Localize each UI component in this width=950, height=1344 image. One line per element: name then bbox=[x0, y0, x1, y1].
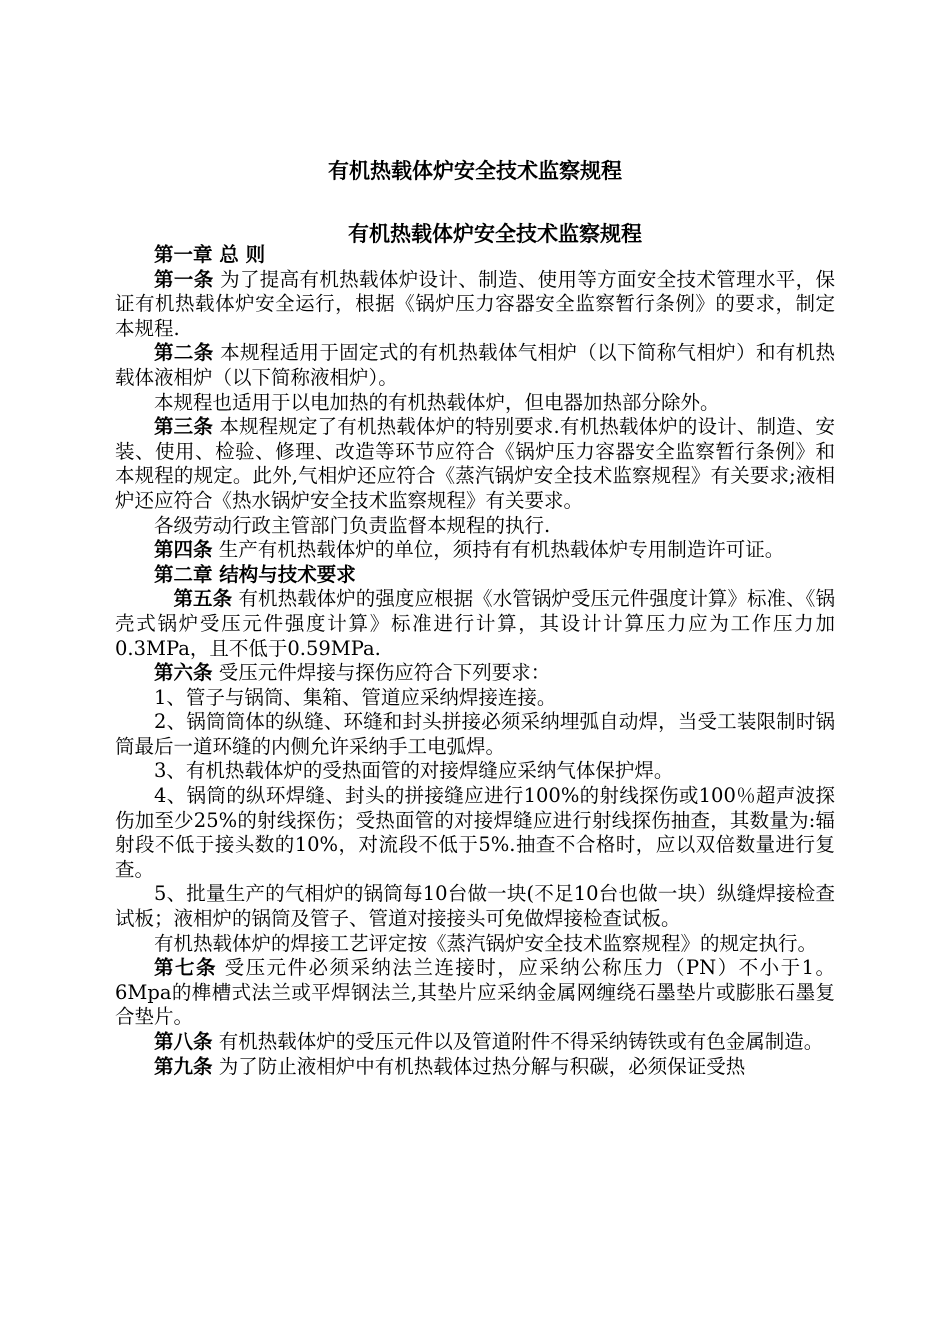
body-paragraph: 有机热载体炉的焊接工艺评定按《蒸汽锅炉安全技术监察规程》的规定执行。 bbox=[154, 931, 818, 955]
chapter-heading: 第二章 结构与技术要求 bbox=[154, 562, 356, 586]
article-paragraph bbox=[115, 1030, 835, 1055]
article-text: 为了防止液相炉中有机热载体过热分解与积碳，必须保证受热 bbox=[212, 1054, 746, 1078]
body-paragraph: 5、批量生产的气相炉的锅筒每10台做一块(不足10台也做一块）纵缝焊接检查试板；液相炉的锅筒及管子、管道对接接头可免做焊接检查试板。 bbox=[115, 882, 835, 931]
article-paragraph bbox=[115, 268, 835, 342]
article-paragraph bbox=[115, 661, 835, 686]
article-paragraph bbox=[115, 1055, 835, 1080]
body-paragraph: 3、有机热载体炉的受热面管的对接焊缝应采纳气体保护焊。 bbox=[154, 759, 674, 783]
document-body bbox=[115, 243, 835, 1079]
body-paragraph: 4、锅筒的纵环焊缝、封头的拼接缝应进行100%的射线探伤或100％超声波探伤加至少25%的射线探伤；受热面管的对接焊缝应进行射线探伤抽查，其数量为:辐射段不低于接头数的10%，对流段不低于5%.抽查不合格时，应以双倍数量进行复查。 bbox=[115, 784, 835, 881]
article-paragraph bbox=[115, 956, 835, 1030]
article-number: 第九条 bbox=[154, 1054, 213, 1078]
article-text: 受压元件必须采纳法兰连接时，应采纳公称压力（PN）不小于1。6Mpa的榫槽式法兰或平焊钢法兰,其垫片应采纳金属网缠绕石墨垫片或膨胀石墨复合垫片。 bbox=[115, 956, 835, 1029]
article-text: 生产有机热载体炉的单位，须持有有机热载体炉专用制造许可证。 bbox=[212, 538, 785, 562]
article-paragraph bbox=[115, 587, 835, 661]
article-number: 第二条 bbox=[154, 341, 214, 365]
article-text: 受压元件焊接与探伤应符合下列要求： bbox=[212, 661, 551, 685]
article-number: 第五条 bbox=[173, 587, 233, 611]
chapter-heading: 第一章 总 则 bbox=[154, 243, 266, 266]
article-number: 第八条 bbox=[154, 1030, 213, 1053]
article-paragraph bbox=[115, 415, 835, 513]
article-number: 第一条 bbox=[154, 267, 214, 291]
article-text: 有机热载体炉的强度应根据《水管锅炉受压元件强度计算》标准、《锅壳式锅炉受压元件强度计算》标准进行计算，其设计计算压力应为工作压力加0.3MPa，且不低于0.59MPa. bbox=[115, 587, 835, 660]
article-paragraph bbox=[115, 538, 835, 563]
body-paragraph: 2、锅筒筒体的纵缝、环缝和封头拼接必须采纳埋弧自动焊，当受工装限制时锅筒最后一道环缝的内侧允许采纳手工电弧焊。 bbox=[115, 710, 835, 758]
article-number: 第四条 bbox=[154, 538, 213, 562]
document-title: 有机热载体炉安全技术监察规程 bbox=[328, 158, 622, 183]
body-paragraph: 本规程也适用于以电加热的有机热载体炉，但电器加热部分除外。 bbox=[154, 390, 720, 414]
article-number: 第三条 bbox=[154, 415, 213, 439]
document-subtitle: 有机热载体炉安全技术监察规程 bbox=[348, 221, 642, 246]
article-number: 第六条 bbox=[154, 661, 213, 685]
article-number: 第七条 bbox=[154, 956, 217, 980]
article-text: 本规程适用于固定式的有机热载体气相炉（以下简称气相炉）和有机热载体液相炉（以下简称液相炉）。 bbox=[115, 341, 835, 389]
article-text: 为了提高有机热载体炉设计、制造、使用等方面安全技术管理水平，保证有机热载体炉安全运行，根据《锅炉压力容器安全监察暂行条例》的要求，制定本规程. bbox=[115, 267, 835, 340]
body-paragraph: 1、管子与锅筒、集箱、管道应采纳焊接连接。 bbox=[154, 685, 557, 709]
article-text: 本规程规定了有机热载体炉的特别要求.有机热载体炉的设计、制造、安装、使用、检验、修理、改造等环节应符合《锅炉压力容器安全监察暂行条例》和本规程的规定。此外,气相炉还应符合《蒸汽锅炉安全技术监察规程》有关要求;液相炉还应符合《热水锅炉安全技术监察规程》有关要求。 bbox=[115, 415, 835, 512]
body-paragraph: 各级劳动行政主管部门负责监督本规程的执行. bbox=[154, 513, 551, 537]
article-text: 有机热载体炉的受压元件以及管道附件不得采纳铸铁或有色金属制造。 bbox=[212, 1030, 824, 1053]
article-paragraph bbox=[115, 341, 835, 390]
